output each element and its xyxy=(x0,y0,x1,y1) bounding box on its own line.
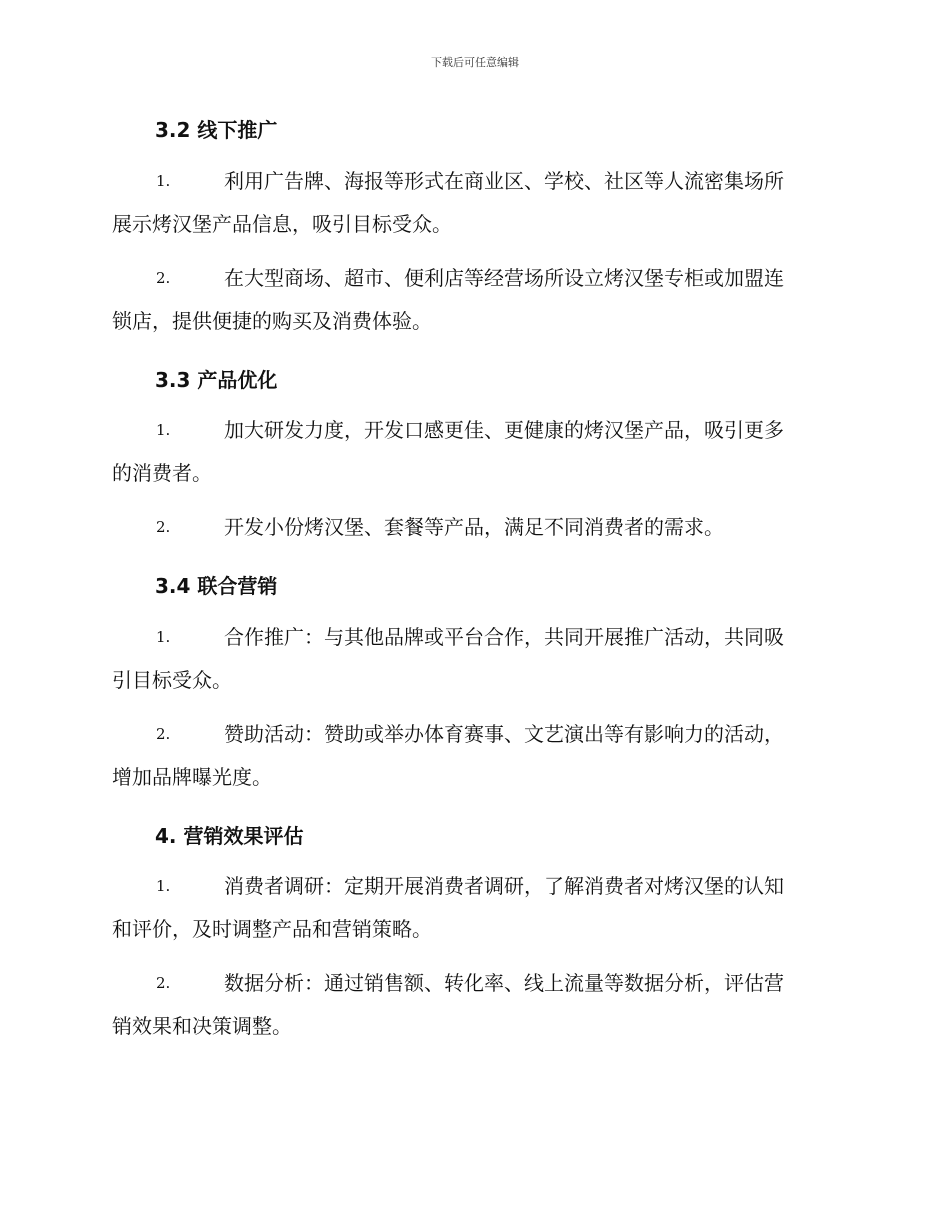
list-item xyxy=(112,257,834,343)
item-number: 2. xyxy=(156,269,171,287)
list-item xyxy=(112,962,834,1048)
item-number: 1. xyxy=(156,877,171,895)
item-text-line1: 开发小份烤汉堡、套餐等产品，满足不同消费者的需求。 xyxy=(224,515,724,539)
item-number: 1. xyxy=(156,421,171,439)
section-heading: 3.3 产品优化 xyxy=(155,368,278,392)
page-header: 下载后可任意编辑 xyxy=(431,56,519,69)
item-text-line1: 赞助活动：赞助或举办体育赛事、文艺演出等有影响力的活动， xyxy=(224,722,784,746)
list-item xyxy=(112,506,834,549)
item-text-line1: 加大研发力度，开发口感更佳、更健康的烤汉堡产品，吸引更多 xyxy=(224,418,784,442)
list-item xyxy=(112,616,834,702)
item-text-line2: 增加品牌曝光度。 xyxy=(112,765,272,789)
item-text-line2: 锁店，提供便捷的购买及消费体验。 xyxy=(112,309,432,333)
item-text-line2: 销效果和决策调整。 xyxy=(112,1014,292,1038)
item-number: 2. xyxy=(156,974,171,992)
list-item xyxy=(112,865,834,951)
item-text-line1: 在大型商场、超市、便利店等经营场所设立烤汉堡专柜或加盟连 xyxy=(224,266,784,290)
item-number: 2. xyxy=(156,725,171,743)
item-number: 2. xyxy=(156,518,171,536)
list-item xyxy=(112,713,834,799)
section-heading: 3.2 线下推广 xyxy=(155,118,278,142)
item-text-line1: 消费者调研：定期开展消费者调研，了解消费者对烤汉堡的认知 xyxy=(224,874,784,898)
item-text-line1: 利用广告牌、海报等形式在商业区、学校、社区等人流密集场所 xyxy=(224,169,784,193)
list-item xyxy=(112,160,834,246)
list-item xyxy=(112,409,834,495)
item-text-line2: 展示烤汉堡产品信息，吸引目标受众。 xyxy=(112,212,452,236)
item-text-line2: 的消费者。 xyxy=(112,461,212,485)
item-text-line2: 引目标受众。 xyxy=(112,668,232,692)
item-number: 1. xyxy=(156,172,171,190)
section-heading: 3.4 联合营销 xyxy=(155,574,278,598)
item-text-line1: 数据分析：通过销售额、转化率、线上流量等数据分析，评估营 xyxy=(224,971,784,995)
item-text-line2: 和评价，及时调整产品和营销策略。 xyxy=(112,917,432,941)
section-heading: 4. 营销效果评估 xyxy=(155,824,304,848)
item-text-line1: 合作推广：与其他品牌或平台合作，共同开展推广活动，共同吸 xyxy=(224,625,784,649)
item-number: 1. xyxy=(156,628,171,646)
